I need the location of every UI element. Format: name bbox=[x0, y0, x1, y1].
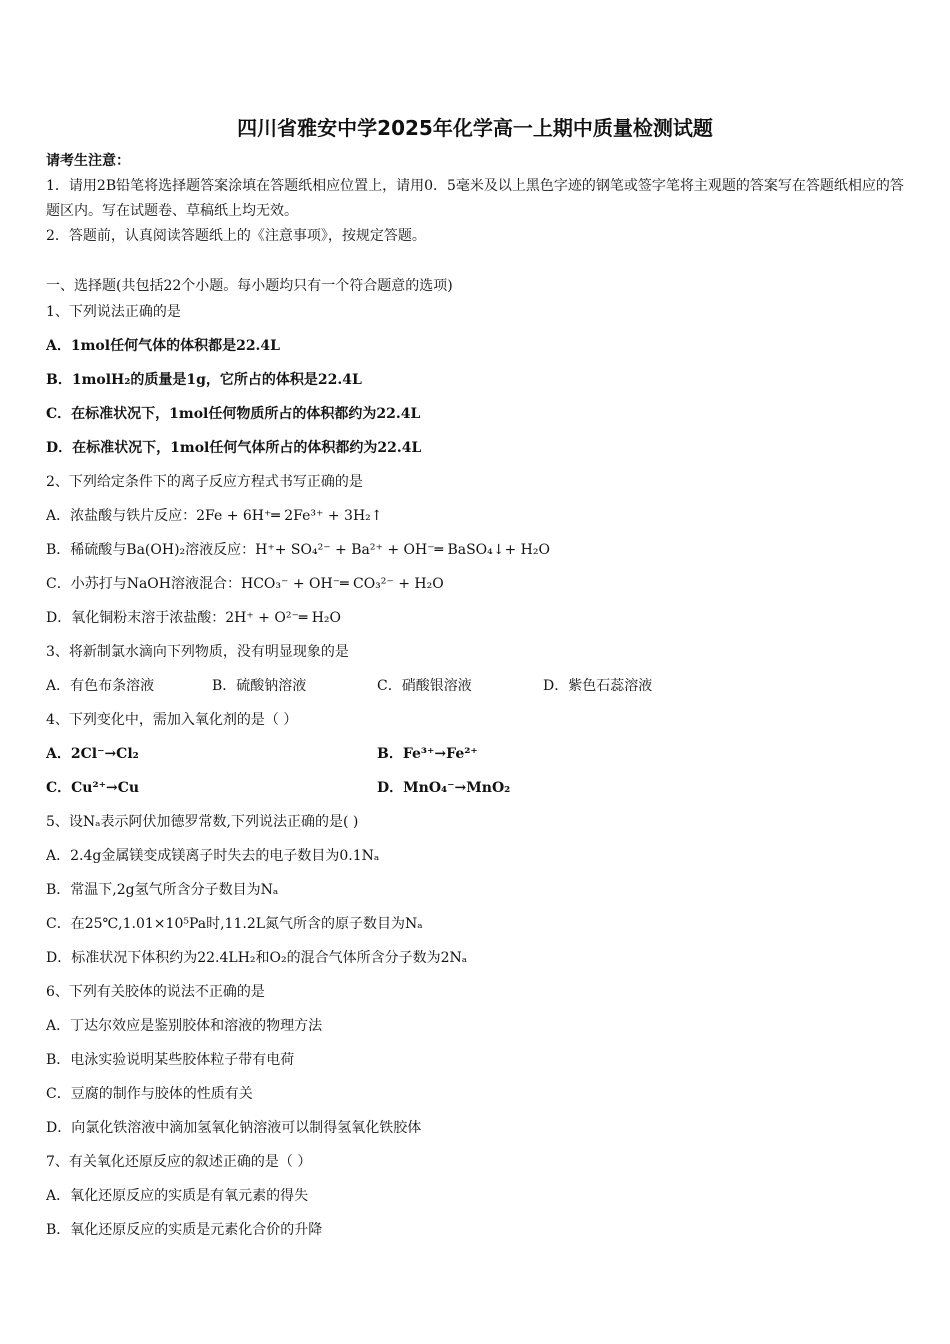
question-5-option-b: B．常温下,2g氢气所含分子数目为Nₐ bbox=[46, 882, 279, 898]
question-5-option-a: A．2.4g金属镁变成镁离子时失去的电子数目为0.1Nₐ bbox=[46, 848, 380, 864]
question-4-option-c: C．Cu²⁺→Cu bbox=[46, 780, 140, 796]
question-6-option-c: C．豆腐的制作与胶体的性质有关 bbox=[46, 1086, 253, 1102]
section-heading: 一、选择题(共包括22个小题。每小题均只有一个符合题意的选项) bbox=[46, 278, 453, 294]
notice-item-1: 1．请用2B铅笔将选择题答案涂填在答题纸相应位置上，请用0．5毫米及以上黑色字迹的钢笔或签字笔将主观题的答案写在答题纸相应的答题区内。写在试题卷、草稿纸上均无效。 bbox=[46, 178, 904, 219]
question-7-option-b: B．氧化还原反应的实质是元素化合价的升降 bbox=[46, 1222, 323, 1238]
question-5-option-d: D．标准状况下体积约为22.4LH₂和O₂的混合气体所含分子数为2Nₐ bbox=[46, 950, 468, 966]
question-1-option-d: D．在标准状况下，1mol任何气体所占的体积都约为22.4L bbox=[46, 440, 422, 456]
question-3-option-c: C．硝酸银溶液 bbox=[377, 678, 472, 694]
question-3-option-b: B．硫酸钠溶液 bbox=[212, 678, 307, 694]
question-3-option-a: A．有色布条溶液 bbox=[46, 678, 155, 694]
notice-item-2: 2．答题前，认真阅读答题纸上的《注意事项》，按规定答题。 bbox=[46, 228, 426, 244]
question-7-option-a: A．氧化还原反应的实质是有氧元素的得失 bbox=[46, 1188, 309, 1204]
question-5-option-c: C．在25℃,1.01×10⁵Pa时,11.2L氮气所含的原子数目为Nₐ bbox=[46, 916, 423, 932]
notice-heading: 请考生注意： bbox=[46, 153, 130, 169]
question-4-option-b: B．Fe³⁺→Fe²⁺ bbox=[377, 746, 478, 762]
question-4-stem: 4、下列变化中，需加入氧化剂的是（ ） bbox=[46, 712, 298, 728]
question-2-option-a: A．浓盐酸与铁片反应：2Fe + 6H⁺═ 2Fe³⁺ + 3H₂↑ bbox=[46, 508, 383, 524]
question-6-stem: 6、下列有关胶体的说法不正确的是 bbox=[46, 984, 265, 1000]
question-1-stem: 1、下列说法正确的是 bbox=[46, 304, 181, 320]
question-6-option-a: A．丁达尔效应是鉴别胶体和溶液的物理方法 bbox=[46, 1018, 323, 1034]
question-3-option-d: D．紫色石蕊溶液 bbox=[543, 678, 653, 694]
question-1-option-c: C．在标准状况下，1mol任何物质所占的体积都约为22.4L bbox=[46, 406, 421, 422]
question-6-option-b: B．电泳实验说明某些胶体粒子带有电荷 bbox=[46, 1052, 295, 1068]
question-2-option-b: B．稀硫酸与Ba(OH)₂溶液反应：H⁺+ SO₄²⁻ + Ba²⁺ + OH⁻═ BaSO₄↓+ H₂O bbox=[46, 542, 550, 558]
question-6-option-d: D．向氯化铁溶液中滴加氢氧化钠溶液可以制得氢氧化铁胶体 bbox=[46, 1120, 422, 1136]
question-3-stem: 3、将新制氯水滴向下列物质，没有明显现象的是 bbox=[46, 644, 349, 660]
question-2-stem: 2、下列给定条件下的离子反应方程式书写正确的是 bbox=[46, 474, 363, 490]
question-1-option-b: B．1molH₂的质量是1g，它所占的体积是22.4L bbox=[46, 372, 362, 388]
question-4-option-d: D．MnO₄⁻→MnO₂ bbox=[377, 780, 511, 796]
page-title: 四川省雅安中学2025年化学高一上期中质量检测试题 bbox=[237, 116, 713, 140]
question-7-stem: 7、有关氧化还原反应的叙述正确的是（ ） bbox=[46, 1154, 312, 1170]
question-1-option-a: A．1mol任何气体的体积都是22.4L bbox=[46, 338, 281, 354]
question-2-option-d: D．氧化铜粉末溶于浓盐酸：2H⁺ + O²⁻═ H₂O bbox=[46, 610, 342, 626]
question-2-option-c: C．小苏打与NaOH溶液混合：HCO₃⁻ + OH⁻═ CO₃²⁻ + H₂O bbox=[46, 576, 444, 592]
question-4-option-a: A．2Cl⁻→Cl₂ bbox=[46, 746, 139, 762]
question-5-stem: 5、设Nₐ表示阿伏加德罗常数,下列说法正确的是( ) bbox=[46, 814, 359, 830]
